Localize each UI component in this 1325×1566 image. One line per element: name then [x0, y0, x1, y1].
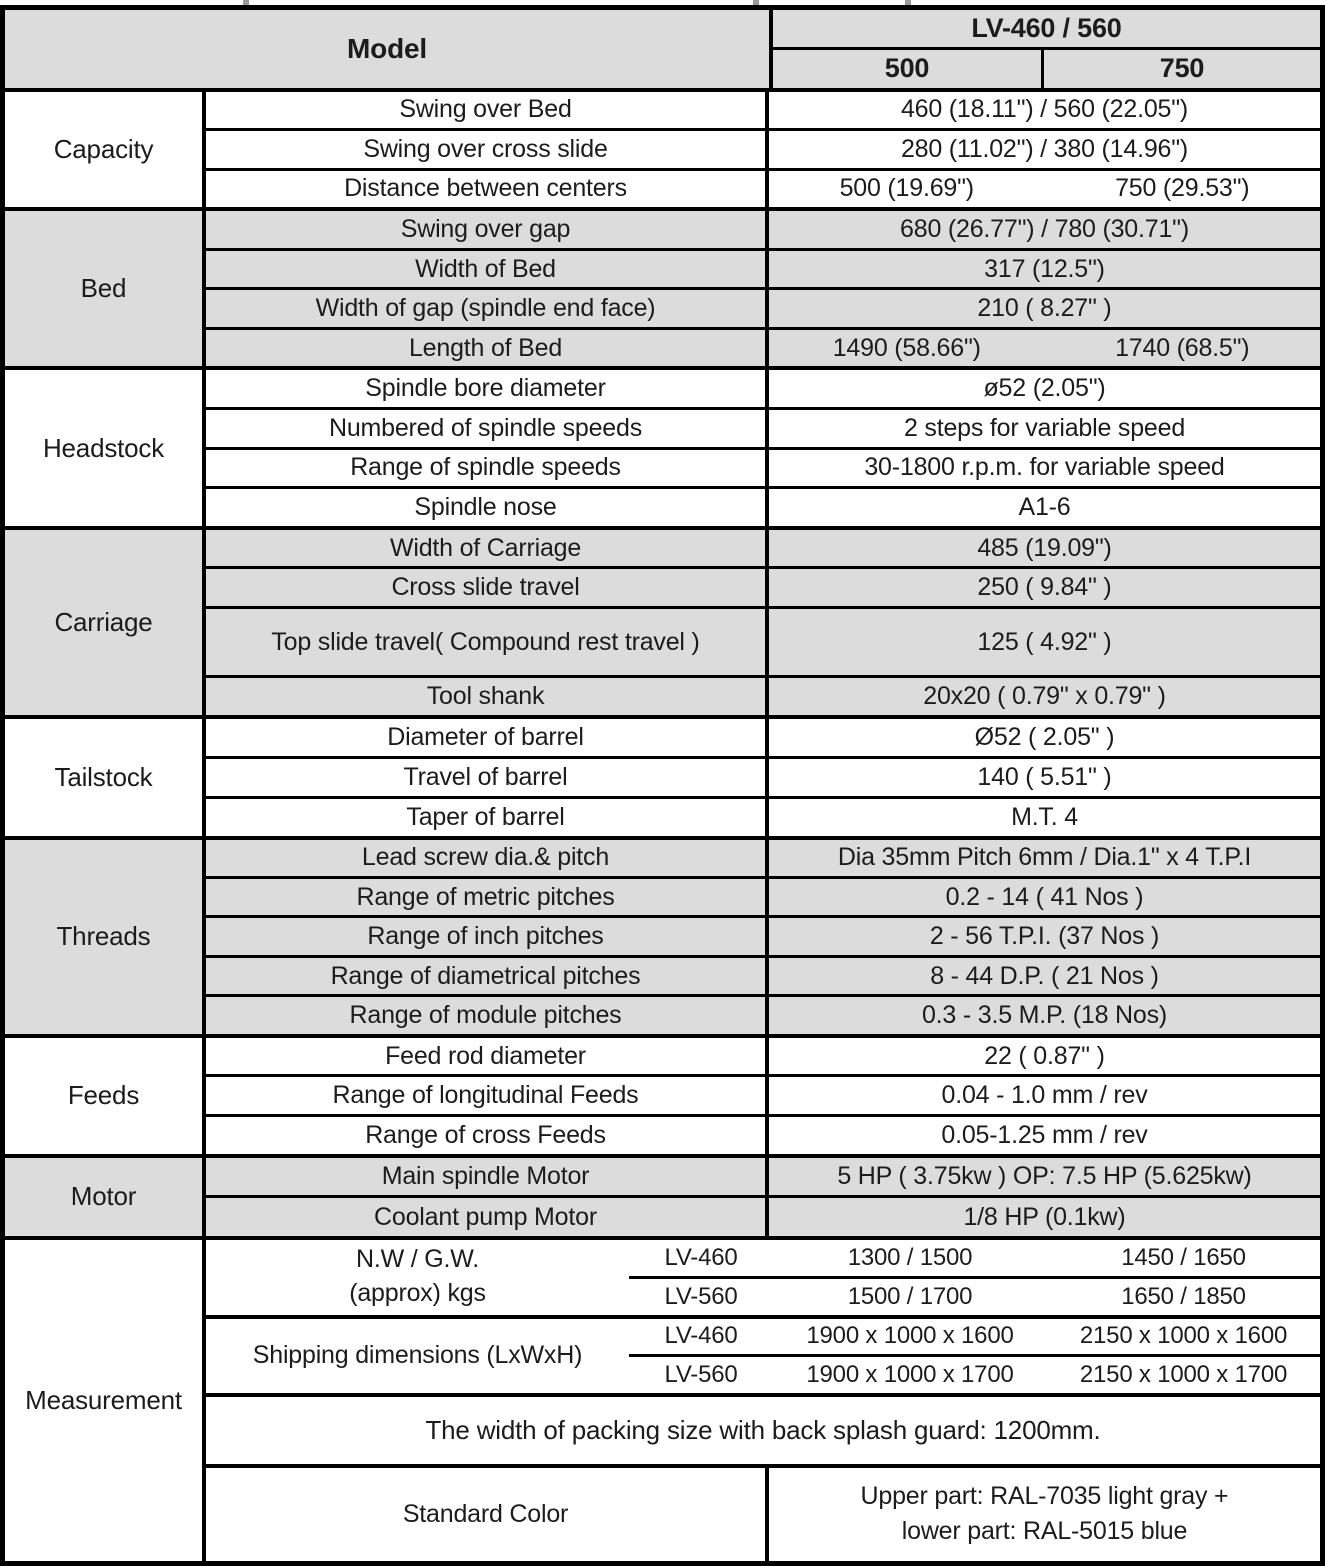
weight-value-750: 1650 / 1850 — [1121, 1282, 1246, 1310]
spec-value: 140 ( 5.51" ) — [977, 762, 1112, 791]
spec-value: 0.05-1.25 mm / rev — [941, 1121, 1148, 1150]
spec-label: Width of Bed — [206, 251, 769, 288]
spec-label: Length of Bed — [206, 330, 769, 367]
spec-row — [206, 719, 1320, 756]
section-measurement — [5, 1236, 1320, 1561]
spec-label: Range of spindle speeds — [206, 450, 769, 487]
shipping-label: Shipping dimensions (LxWxH) — [252, 1341, 583, 1370]
shipping-row-lv460 — [629, 1319, 1320, 1355]
weights-label-line1: N.W / G.W. — [356, 1245, 479, 1274]
spec-label: Cross slide travel — [206, 569, 769, 606]
crop-artifact-tick — [243, 0, 249, 5]
spec-label: Feed rod diameter — [206, 1038, 769, 1075]
spec-row — [206, 1114, 1320, 1154]
spec-label: Width of Carriage — [206, 530, 769, 567]
spec-value: 210 ( 8.27" ) — [977, 294, 1112, 323]
shipping-value-500: 1900 x 1000 x 1700 — [806, 1361, 1014, 1389]
spec-row — [206, 248, 1320, 288]
spec-value: 460 (18.11") / 560 (22.05") — [900, 95, 1189, 124]
spec-label: Range of metric pitches — [206, 879, 769, 915]
spec-row — [206, 168, 1320, 208]
spec-label: Swing over cross slide — [206, 131, 769, 168]
spec-row — [206, 287, 1320, 327]
spec-row — [206, 994, 1320, 1033]
spec-value: 22 ( 0.87" ) — [984, 1041, 1105, 1070]
spec-row — [206, 92, 1320, 129]
section-carriage — [5, 526, 1320, 715]
page-top-strip — [0, 0, 1325, 5]
weight-value-500: 1300 / 1500 — [847, 1243, 973, 1271]
spec-label: Width of gap (spindle end face) — [206, 290, 769, 327]
spec-value: 0.2 - 14 ( 41 Nos ) — [945, 882, 1144, 911]
standard-color-value-line1: Upper part: RAL-7035 light gray + — [860, 1482, 1229, 1511]
spec-value: 0.04 - 1.0 mm / rev — [941, 1081, 1148, 1110]
spec-value: 2 steps for variable speed — [903, 413, 1186, 442]
spec-label: Numbered of spindle speeds — [206, 410, 769, 447]
spec-row — [206, 915, 1320, 954]
spec-row — [206, 756, 1320, 796]
shipping-row-lv560 — [629, 1354, 1320, 1393]
spec-value: 280 (11.02") / 380 (14.96") — [900, 134, 1189, 163]
spec-value: 2 - 56 T.P.I. (37 Nos ) — [929, 922, 1160, 951]
spec-value: A1-6 — [1018, 492, 1071, 521]
shipping-block — [206, 1315, 1320, 1394]
series-header-group — [773, 10, 1320, 88]
spec-label: Lead screw dia.& pitch — [206, 840, 769, 876]
model-variant-label: LV-560 — [664, 1361, 738, 1389]
section-motor — [5, 1154, 1320, 1236]
weights-block — [206, 1240, 1320, 1315]
weights-row-lv460 — [629, 1240, 1320, 1276]
spec-value: 125 ( 4.92" ) — [977, 627, 1112, 656]
spec-row — [206, 407, 1320, 447]
specs-table — [0, 5, 1325, 1566]
weight-value-500: 1500 / 1700 — [847, 1282, 973, 1310]
spec-row — [206, 566, 1320, 606]
spec-label: Range of cross Feeds — [206, 1117, 769, 1154]
spec-label: Range of module pitches — [206, 997, 769, 1033]
section-label-bed: Bed — [5, 211, 206, 366]
spec-value: ø52 (2.05") — [983, 374, 1106, 403]
spec-value: 1/8 HP (0.1kw) — [963, 1202, 1126, 1231]
spec-row — [206, 1074, 1320, 1114]
spec-row — [206, 486, 1320, 526]
spec-value: 8 - 44 D.P. ( 21 Nos ) — [930, 961, 1159, 990]
weights-label-line2: (approx) kgs — [349, 1279, 486, 1308]
weights-row-lv560 — [629, 1276, 1320, 1315]
spec-row — [206, 530, 1320, 567]
column-header-500: 500 — [773, 50, 1044, 87]
spec-value-split — [769, 330, 1320, 367]
spec-value: Dia 35mm Pitch 6mm / Dia.1" x 4 T.P.I — [837, 843, 1252, 872]
section-label-headstock: Headstock — [5, 370, 206, 525]
spec-row — [206, 1158, 1320, 1195]
spec-value: 20x20 ( 0.79" x 0.79" ) — [923, 682, 1166, 711]
size-columns-header — [773, 50, 1320, 87]
spec-row — [206, 1195, 1320, 1235]
standard-color-row — [206, 1464, 1320, 1561]
table-header — [5, 10, 1320, 88]
spec-row — [206, 447, 1320, 487]
standard-color-label: Standard Color — [206, 1468, 769, 1561]
spec-value: M.T. 4 — [1011, 802, 1078, 831]
model-variant-label: LV-560 — [664, 1282, 738, 1310]
spec-label: Swing over gap — [206, 211, 769, 248]
spec-label: Range of diametrical pitches — [206, 958, 769, 994]
column-header-750: 750 — [1159, 53, 1205, 84]
model-variant-label: LV-460 — [664, 1243, 738, 1271]
section-label-carriage: Carriage — [5, 530, 206, 715]
section-tailstock — [5, 715, 1320, 835]
spec-label: Swing over Bed — [206, 92, 769, 129]
section-label-threads: Threads — [5, 840, 206, 1034]
spec-row — [206, 327, 1320, 367]
spec-row — [206, 128, 1320, 168]
crop-artifact-tick — [753, 0, 759, 5]
spec-row — [206, 370, 1320, 407]
spec-value: 680 (26.77") / 780 (30.71") — [900, 214, 1189, 243]
spec-value-500: 1490 (58.66") — [832, 333, 981, 362]
crop-artifact-tick — [905, 0, 911, 5]
section-label-measurement: Measurement — [5, 1240, 206, 1561]
section-label-feeds: Feeds — [5, 1038, 206, 1154]
spec-value-750: 1740 (68.5") — [1115, 333, 1250, 362]
spec-value: Ø52 ( 2.05" ) — [974, 722, 1115, 751]
packing-note: The width of packing size with back splash guard: 1200mm. — [206, 1393, 1320, 1463]
standard-color-value — [769, 1468, 1320, 1561]
section-capacity — [5, 88, 1320, 208]
weight-value-750: 1450 / 1650 — [1121, 1243, 1246, 1271]
section-headstock — [5, 366, 1320, 525]
spec-row — [206, 876, 1320, 915]
standard-color-value-line2: lower part: RAL-5015 blue — [901, 1517, 1188, 1546]
spec-label: Distance between centers — [206, 171, 769, 208]
model-header-cell: Model — [5, 10, 773, 88]
model-variant-label: LV-460 — [664, 1322, 738, 1350]
spec-row — [206, 211, 1320, 248]
spec-row — [206, 955, 1320, 994]
spec-value: 317 (12.5") — [984, 254, 1105, 283]
spec-row — [206, 675, 1320, 715]
spec-label: Range of inch pitches — [206, 918, 769, 954]
spec-value: 250 ( 9.84" ) — [977, 573, 1112, 602]
spec-row — [206, 840, 1320, 876]
section-label-tailstock: Tailstock — [5, 719, 206, 835]
weights-label — [206, 1240, 629, 1315]
spec-label: Top slide travel( Compound rest travel ) — [206, 609, 769, 675]
spec-value: 0.3 - 3.5 M.P. (18 Nos) — [921, 1000, 1168, 1029]
spec-label: Coolant pump Motor — [206, 1198, 769, 1235]
section-label-motor: Motor — [5, 1158, 206, 1236]
spec-label: Spindle nose — [206, 489, 769, 526]
shipping-value-500: 1900 x 1000 x 1600 — [806, 1322, 1014, 1350]
spec-label: Travel of barrel — [206, 759, 769, 796]
spec-value: 485 (19.09") — [977, 533, 1112, 562]
spec-value-split — [769, 171, 1320, 208]
series-header-cell: LV-460 / 560 — [773, 10, 1320, 50]
shipping-value-750: 2150 x 1000 x 1700 — [1079, 1361, 1288, 1389]
spec-label: Spindle bore diameter — [206, 370, 769, 407]
section-bed — [5, 207, 1320, 366]
shipping-value-750: 2150 x 1000 x 1600 — [1079, 1322, 1288, 1350]
spec-label: Diameter of barrel — [206, 719, 769, 756]
section-label-capacity: Capacity — [5, 92, 206, 208]
spec-value-500: 500 (19.69") — [839, 174, 974, 203]
section-feeds — [5, 1034, 1320, 1154]
spec-value: 5 HP ( 3.75kw ) OP: 7.5 HP (5.625kw) — [837, 1162, 1252, 1191]
spec-value: 30-1800 r.p.m. for variable speed — [864, 453, 1225, 482]
spec-row — [206, 1038, 1320, 1075]
spec-row — [206, 796, 1320, 836]
spec-label: Taper of barrel — [206, 799, 769, 836]
spec-row — [206, 606, 1320, 675]
spec-value-750: 750 (29.53") — [1115, 174, 1250, 203]
section-threads — [5, 836, 1320, 1034]
spec-label: Tool shank — [206, 678, 769, 715]
spec-label: Range of longitudinal Feeds — [206, 1077, 769, 1114]
spec-label: Main spindle Motor — [206, 1158, 769, 1195]
